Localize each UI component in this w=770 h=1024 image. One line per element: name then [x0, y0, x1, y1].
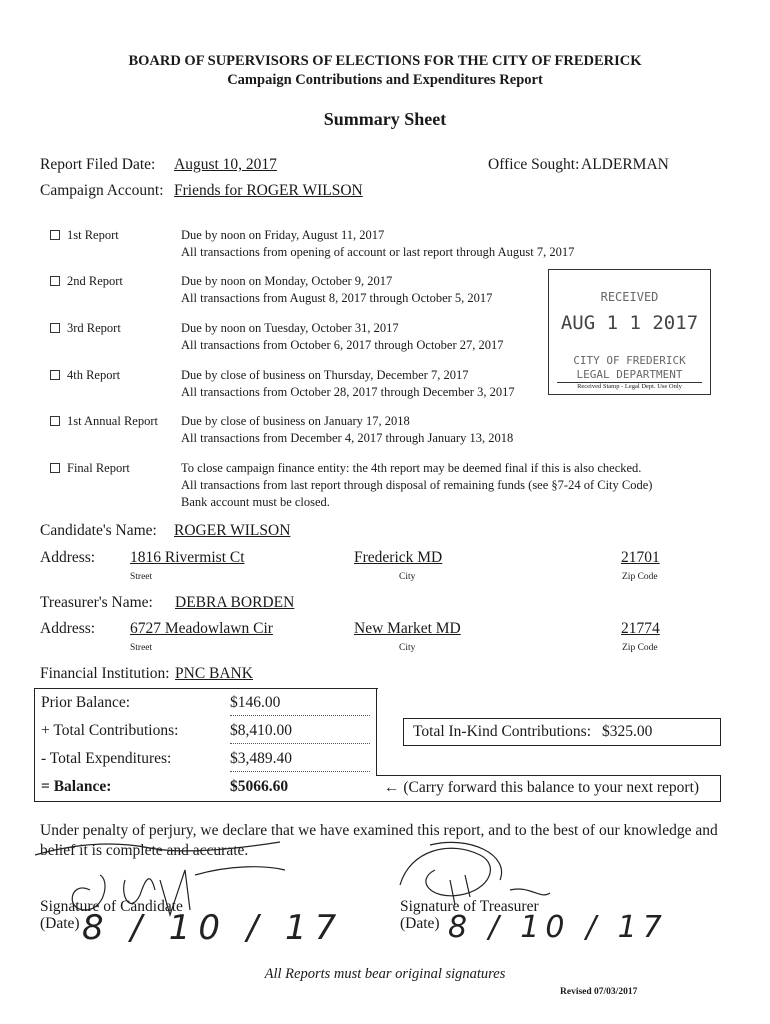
revised-date: Revised 07/03/2017: [560, 987, 638, 997]
desc-text: All transactions from October 6, 2017 through October 27, 2017: [181, 338, 504, 352]
stamp-dept: LEGAL DEPARTMENT: [576, 368, 683, 381]
board-title: BOARD OF SUPERVISORS OF ELECTIONS FOR THE CITY OF FREDERICK: [128, 53, 642, 69]
desc-text: All transactions from October 28, 2017 through December 3, 2017: [181, 385, 515, 399]
treasurer-date-handwritten: 8 / 10 / 17: [448, 910, 668, 945]
report-option-2nd[interactable]: [50, 273, 123, 290]
report-option-3rd[interactable]: [50, 320, 121, 337]
city-caption: City: [399, 643, 416, 653]
zip-caption: Zip Code: [622, 643, 658, 653]
due-text: Due by noon on Monday, October 9, 2017: [181, 274, 393, 288]
office-sought-label: Office Sought:: [488, 156, 580, 173]
report-option-final[interactable]: [50, 460, 130, 477]
street-caption: Street: [130, 643, 153, 653]
report-due-annual: [181, 413, 513, 447]
checkbox[interactable]: [50, 416, 60, 426]
report-option-1st[interactable]: [50, 227, 119, 244]
stamp-received: RECEIVED: [600, 290, 659, 304]
report-due-3rd: [181, 320, 504, 354]
desc-text: All transactions from last report through disposal of remaining funds (see §7-24 of City Code): [181, 478, 653, 492]
inkind-value: $325.00: [602, 723, 653, 740]
candidate-street: 1816 Rivermist Ct: [130, 549, 245, 566]
checkbox[interactable]: [50, 463, 60, 473]
report-due-final: [181, 460, 652, 511]
stamp-footer: Received Stamp - Legal Dept. Use Only: [577, 383, 682, 390]
prior-balance-label: Prior Balance:: [41, 694, 131, 711]
treasurer-street: 6727 Meadowlawn Cir: [130, 620, 273, 637]
stamp-date: AUG 1 1 2017: [560, 312, 699, 334]
zip-caption: Zip Code: [622, 572, 658, 582]
due-text: Due by noon on Friday, August 11, 2017: [181, 228, 385, 242]
report-name: 1st Report: [67, 228, 119, 242]
total-contributions-label: + Total Contributions:: [41, 722, 179, 739]
declaration-line2: belief it is complete and accurate.: [40, 842, 249, 859]
report-option-4th[interactable]: [50, 367, 120, 384]
total-expenditures-value: $3,489.40: [230, 750, 370, 772]
treasurer-signature-label: Signature of Treasurer: [400, 898, 539, 915]
candidate-name-label: Candidate's Name:: [40, 522, 157, 539]
candidate-address-label: Address:: [40, 549, 96, 566]
treasurer-name-label: Treasurer's Name:: [40, 594, 153, 611]
carry-forward-note: ← (Carry forward this balance to your next report): [384, 779, 700, 796]
candidate-signature-label: Signature of Candidate: [40, 898, 183, 915]
street-caption: Street: [130, 572, 153, 582]
report-due-1st: [181, 227, 574, 261]
balance-box-vline: [376, 688, 377, 776]
received-stamp-box: [548, 269, 711, 395]
total-expenditures-label: - Total Expenditures:: [41, 750, 172, 767]
report-name: 2nd Report: [67, 274, 123, 288]
treasurer-name: DEBRA BORDEN: [175, 594, 295, 611]
prior-balance-value: $146.00: [230, 694, 370, 716]
report-due-4th: [181, 367, 515, 401]
report-name: 1st Annual Report: [67, 414, 158, 428]
desc-text: Bank account must be closed.: [181, 495, 330, 509]
due-text: To close campaign finance entity: the 4th report may be deemed final if this is also checked.: [181, 461, 642, 475]
candidate-zip: 21701: [621, 549, 660, 566]
desc-text: All transactions from December 4, 2017 through January 13, 2018: [181, 431, 514, 445]
candidate-name: ROGER WILSON: [174, 522, 291, 539]
report-name: 4th Report: [67, 368, 121, 382]
checkbox[interactable]: [50, 230, 60, 240]
candidate-date-label: (Date): [40, 915, 80, 932]
report-name: 3rd Report: [67, 321, 121, 335]
campaign-account-label: Campaign Account:: [40, 182, 164, 199]
candidate-city: Frederick MD: [354, 549, 443, 566]
page-title: Summary Sheet: [323, 109, 447, 129]
treasurer-city: New Market MD: [354, 620, 461, 637]
due-text: Due by noon on Tuesday, October 31, 2017: [181, 321, 399, 335]
bank-value: PNC BANK: [175, 665, 253, 682]
checkbox[interactable]: [50, 276, 60, 286]
report-filed-value: August 10, 2017: [174, 156, 277, 173]
checkbox[interactable]: [50, 323, 60, 333]
report-subtitle: Campaign Contributions and Expenditures Report: [227, 72, 543, 88]
total-contributions-value: $8,410.00: [230, 722, 370, 744]
balance-label: = Balance:: [41, 778, 112, 795]
campaign-account-value: Friends for ROGER WILSON: [174, 182, 363, 199]
treasurer-address-label: Address:: [40, 620, 96, 637]
treasurer-date-label: (Date): [400, 915, 440, 932]
report-option-annual[interactable]: [50, 413, 158, 430]
report-due-2nd: [181, 273, 492, 307]
checkbox[interactable]: [50, 370, 60, 380]
treasurer-zip: 21774: [621, 620, 660, 637]
candidate-date-handwritten: 8 / 10 / 17: [82, 908, 345, 948]
city-caption: City: [399, 572, 416, 582]
report-name: Final Report: [67, 461, 130, 475]
footer-note: All Reports must bear original signatures: [264, 966, 506, 982]
inkind-label: Total In-Kind Contributions:: [413, 723, 592, 740]
stamp-city: CITY OF FREDERICK: [573, 354, 686, 367]
due-text: Due by close of business on Thursday, December 7, 2017: [181, 368, 469, 382]
report-filed-label: Report Filed Date:: [40, 156, 156, 173]
office-sought-value: ALDERMAN: [581, 156, 669, 173]
desc-text: All transactions from opening of account or last report through August 7, 2017: [181, 245, 575, 259]
desc-text: All transactions from August 8, 2017 through October 5, 2017: [181, 291, 493, 305]
bank-label: Financial Institution:: [40, 665, 170, 682]
due-text: Due by close of business on January 17, 2018: [181, 414, 410, 428]
declaration-line1: Under penalty of perjury, we declare that we have examined this report, and to the best of our knowledge and: [40, 822, 718, 839]
balance-value: $5066.60: [230, 778, 289, 795]
